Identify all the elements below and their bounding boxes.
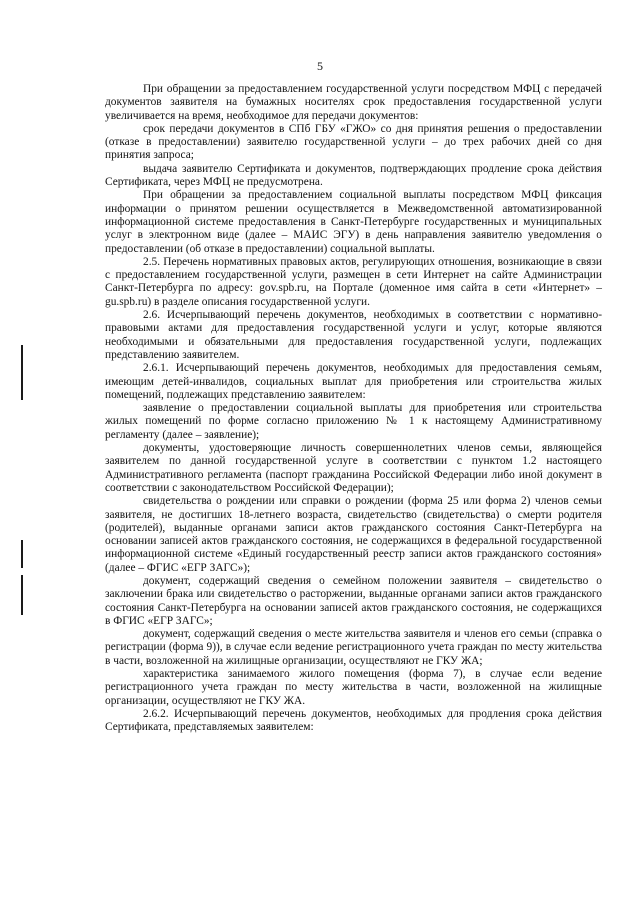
paragraph-section-2-6-1: 2.6.1. Исчерпывающий перечень документов, необходимых для предоставления семьям, имеющим детей-инвалидов, социальных выплат для приобретения или строительства жилых помещений, подлежащих представлению заявителем: — [105, 362, 602, 401]
margin-scan-mark — [21, 345, 23, 400]
paragraph-section-2-5: 2.5. Перечень нормативных правовых актов, регулирующих отношения, возникающие в связи с предоставлением государственной услуги, размещен в сети Интернет на сайте Администрации Санкт-Петербурга по адресу: gov.spb.ru, на Портале (доменное имя сайта в сети «Интернет» – gu.spb.ru) в разделе описания государственной услуги. — [105, 255, 602, 308]
margin-scan-mark — [21, 575, 23, 615]
paragraph-certificate-issue: выдача заявителю Сертификата и документов, подтверждающих продление срока действия Сертификата, через МФЦ не предусмотрена. — [105, 162, 602, 189]
page-number: 5 — [317, 59, 323, 73]
margin-scan-mark — [21, 540, 23, 568]
list-item-residence-certificate: документ, содержащий сведения о месте жительства заявителя и членов его семьи (справка о регистрации (форма 9)), в случае если ведение регистрационного учета граждан по месту жительства в части, возложенной на жилищные организации, осуществляют не ГКУ ЖА; — [105, 628, 602, 667]
paragraph-section-2-6: 2.6. Исчерпывающий перечень документов, необходимых в соответствии с нормативно-правовыми актами для предоставления государственной услуги и услуг, которые являются необходимыми и обязательными для предоставления государственной услуги, подлежащих представлению заявителем. — [105, 309, 602, 361]
paragraph-section-2-6-2: 2.6.2. Исчерпывающий перечень документов, необходимых для продления срока действия Сертификата, представляемых заявителем: — [105, 707, 602, 734]
list-item-identity-documents: документы, удостоверяющие личность совершеннолетних членов семьи, являющейся заявителем по данной государственной услуге в соответствии с пунктом 1.2 настоящего Административного регламента (паспорт гражданина Российской Федерации либо иной документ в соответствии с законодательством Российской Федерации); — [105, 442, 602, 494]
list-item-marital-status: документ, содержащий сведения о семейном положении заявителя – свидетельство о заключении брака или свидетельство о расторжении, выданные органами записи актов гражданского состояния Санкт-Петербурга на основании записей актов гражданского состояния, не содержащихся в ФГИС «ЕГР ЗАГС»; — [105, 574, 602, 627]
paragraph-mfc-paper-transfer: При обращении за предоставлением государственной услуги посредством МФЦ с передачей документов заявителя на бумажных носителях срок предоставления государственной услуги увеличивается на время, необходимое для передачи документов: — [105, 83, 602, 122]
list-item-birth-certificates: свидетельства о рождении или справки о рождении (форма 25 или форма 2) членов семьи заявителя, не достигших 18-летнего возраста, свидетельство (свидетельства) о смерти родителя (родителей), выданные органами записи актов гражданского состояния Санкт-Петербурга на основании записей актов гражданского состояния, не содержащихся в федеральной государственной информационной системе «Единый государственный реестр записи актов гражданского состояния» (далее – ФГИС «ЕГР ЗАГС»); — [105, 495, 602, 574]
document-body — [105, 83, 602, 735]
paragraph-transfer-term: срок передачи документов в СПб ГБУ «ГЖО» со дня принятия решения о предоставлении (отказе в предоставлении) заявителю государственной услуги – до трех рабочих дней со дня принятия запроса; — [105, 122, 602, 162]
list-item-housing-characteristic: характеристика занимаемого жилого помещения (форма 7), в случае если ведение регистрационного учета граждан по месту жительства в части, возложенной на жилищные организации, осуществляют не ГКУ ЖА. — [105, 668, 602, 707]
list-item-application: заявление о предоставлении социальной выплаты для приобретения или строительства жилых помещений по форме согласно приложению № 1 к настоящему Административному регламенту (далее – заявление); — [105, 402, 602, 441]
paragraph-mais-egu: При обращении за предоставлением социальной выплаты посредством МФЦ фиксация информации о принятом решении осуществляется в Межведомственной автоматизированной информационной системе предоставления в Санкт-Петербурге государственных и муниципальных услуг в электронном виде (далее – МАИС ЭГУ) в день направления заявителю уведомления о предоставлении (об отказе в предоставлении) социальной выплаты. — [105, 189, 602, 255]
